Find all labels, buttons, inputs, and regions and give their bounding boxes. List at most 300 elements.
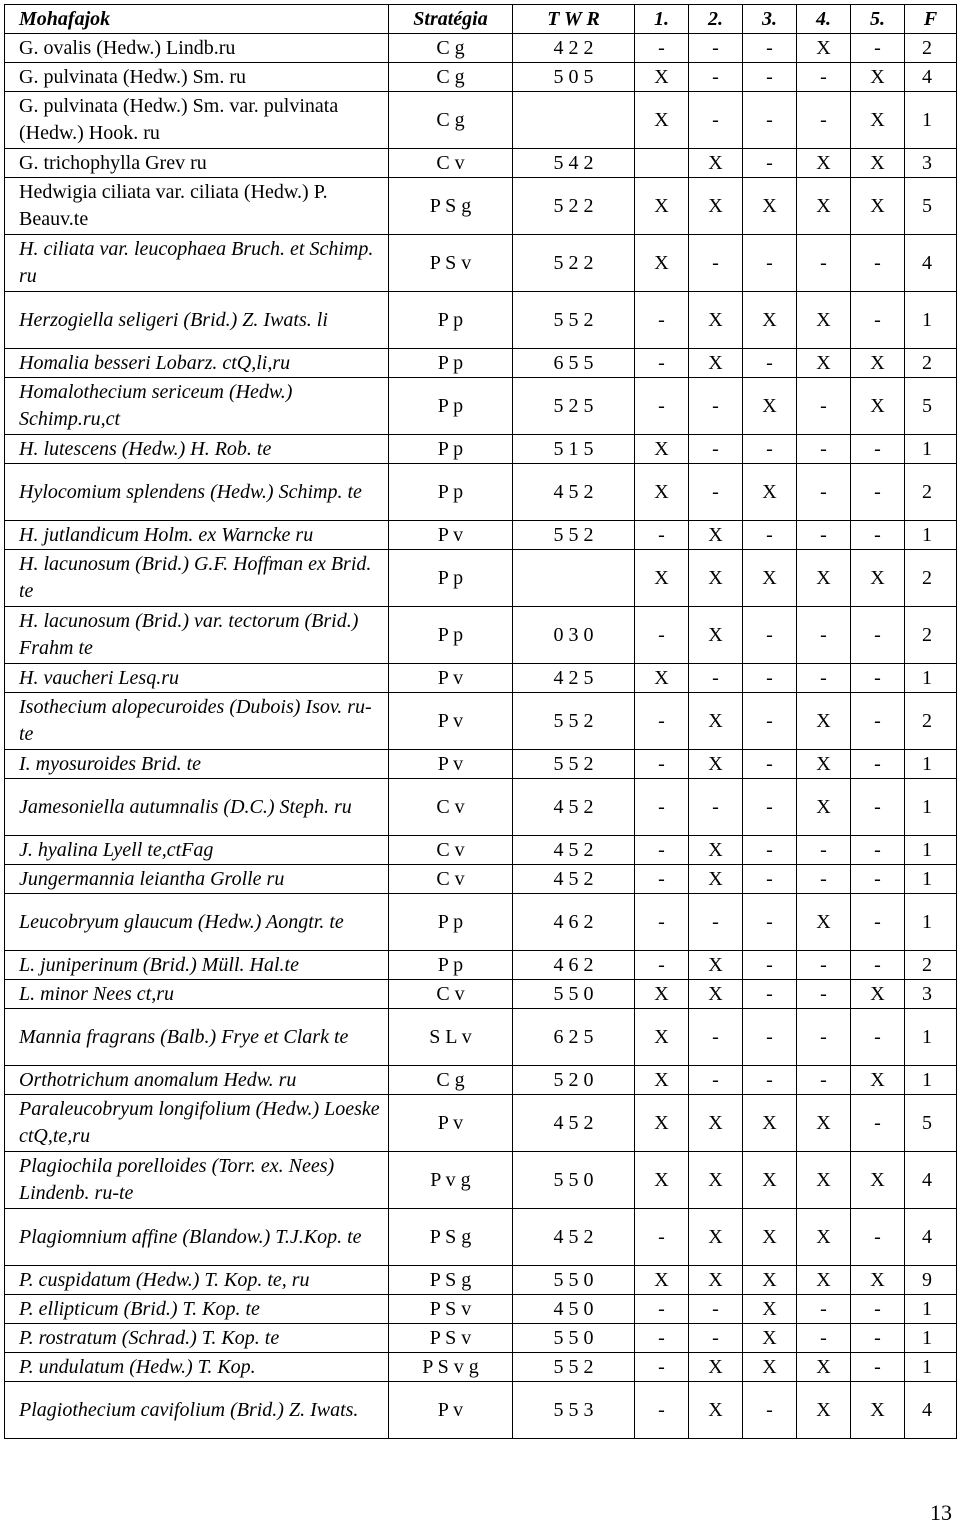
site-3-cell: - bbox=[743, 750, 797, 779]
site-1-cell: - bbox=[635, 1209, 689, 1266]
site-3-cell: - bbox=[743, 779, 797, 836]
site-5-cell: - bbox=[851, 1209, 905, 1266]
site-3-cell: - bbox=[743, 980, 797, 1009]
site-1-cell: X bbox=[635, 664, 689, 693]
strategy-cell: P v bbox=[389, 521, 513, 550]
species-name: G. ovalis (Hedw.) Lindb.ru bbox=[5, 34, 389, 63]
frequency-cell: 2 bbox=[905, 607, 957, 664]
site-4-cell: - bbox=[797, 464, 851, 521]
strategy-cell: P p bbox=[389, 349, 513, 378]
site-5-cell: - bbox=[851, 435, 905, 464]
twr-cell: 5 5 0 bbox=[513, 1152, 635, 1209]
site-3-cell: X bbox=[743, 378, 797, 435]
site-1-cell: - bbox=[635, 1353, 689, 1382]
site-1-cell: - bbox=[635, 521, 689, 550]
site-1-cell: X bbox=[635, 435, 689, 464]
frequency-cell: 3 bbox=[905, 980, 957, 1009]
frequency-cell: 2 bbox=[905, 693, 957, 750]
site-5-cell: X bbox=[851, 1152, 905, 1209]
twr-cell: 5 5 2 bbox=[513, 750, 635, 779]
table-row bbox=[5, 1266, 957, 1295]
table-row bbox=[5, 1353, 957, 1382]
table-row bbox=[5, 1152, 957, 1209]
site-3-cell: - bbox=[743, 693, 797, 750]
site-3-cell: X bbox=[743, 1266, 797, 1295]
table-row bbox=[5, 521, 957, 550]
twr-cell: 4 5 2 bbox=[513, 1095, 635, 1152]
twr-cell: 4 6 2 bbox=[513, 951, 635, 980]
table-row bbox=[5, 378, 957, 435]
site-1-cell bbox=[635, 149, 689, 178]
species-name: Jamesoniella autumnalis (D.C.) Steph. ru bbox=[5, 779, 389, 836]
site-1-cell: X bbox=[635, 1066, 689, 1095]
site-5-cell: X bbox=[851, 92, 905, 149]
site-1-cell: X bbox=[635, 1009, 689, 1066]
site-4-cell: - bbox=[797, 1009, 851, 1066]
site-3-cell: - bbox=[743, 149, 797, 178]
twr-cell: 5 5 2 bbox=[513, 521, 635, 550]
site-2-cell: X bbox=[689, 865, 743, 894]
site-2-cell: - bbox=[689, 34, 743, 63]
species-name: P. rostratum (Schrad.) T. Kop. te bbox=[5, 1324, 389, 1353]
site-1-cell: - bbox=[635, 34, 689, 63]
site-2-cell: X bbox=[689, 550, 743, 607]
site-5-cell: X bbox=[851, 378, 905, 435]
site-5-cell: X bbox=[851, 1066, 905, 1095]
site-1-cell: - bbox=[635, 779, 689, 836]
site-2-cell: - bbox=[689, 1009, 743, 1066]
table-row bbox=[5, 435, 957, 464]
strategy-cell: P v bbox=[389, 1095, 513, 1152]
site-3-cell: - bbox=[743, 349, 797, 378]
strategy-cell: P v bbox=[389, 1382, 513, 1439]
species-name: G. pulvinata (Hedw.) Sm. ru bbox=[5, 63, 389, 92]
site-1-cell: - bbox=[635, 693, 689, 750]
table-row bbox=[5, 1295, 957, 1324]
site-4-cell: X bbox=[797, 750, 851, 779]
site-2-cell: - bbox=[689, 779, 743, 836]
header-site-4: 4. bbox=[797, 5, 851, 34]
site-2-cell: - bbox=[689, 1295, 743, 1324]
site-2-cell: - bbox=[689, 664, 743, 693]
site-5-cell: X bbox=[851, 149, 905, 178]
site-3-cell: X bbox=[743, 1295, 797, 1324]
strategy-cell: C g bbox=[389, 63, 513, 92]
species-name: Mannia fragrans (Balb.) Frye et Clark te bbox=[5, 1009, 389, 1066]
site-2-cell: X bbox=[689, 836, 743, 865]
site-4-cell: X bbox=[797, 550, 851, 607]
site-4-cell: X bbox=[797, 149, 851, 178]
site-3-cell: X bbox=[743, 550, 797, 607]
strategy-cell: P p bbox=[389, 464, 513, 521]
site-4-cell: - bbox=[797, 1324, 851, 1353]
frequency-cell: 2 bbox=[905, 349, 957, 378]
site-2-cell: X bbox=[689, 693, 743, 750]
twr-cell: 5 4 2 bbox=[513, 149, 635, 178]
site-4-cell: - bbox=[797, 235, 851, 292]
header-strategy: Stratégia bbox=[389, 5, 513, 34]
site-5-cell: X bbox=[851, 349, 905, 378]
site-4-cell: X bbox=[797, 34, 851, 63]
site-4-cell: X bbox=[797, 1266, 851, 1295]
twr-cell: 5 2 5 bbox=[513, 378, 635, 435]
site-1-cell: - bbox=[635, 607, 689, 664]
frequency-cell: 4 bbox=[905, 235, 957, 292]
site-1-cell: - bbox=[635, 292, 689, 349]
site-3-cell: - bbox=[743, 894, 797, 951]
strategy-cell: P S v bbox=[389, 235, 513, 292]
species-name: H. lacunosum (Brid.) var. tectorum (Brid.) Frahm te bbox=[5, 607, 389, 664]
page-number: 13 bbox=[930, 1500, 952, 1525]
twr-cell: 5 5 2 bbox=[513, 1353, 635, 1382]
frequency-cell: 4 bbox=[905, 63, 957, 92]
header-site-1: 1. bbox=[635, 5, 689, 34]
table-row bbox=[5, 750, 957, 779]
table-body bbox=[5, 34, 957, 1439]
frequency-cell: 1 bbox=[905, 865, 957, 894]
frequency-cell: 2 bbox=[905, 464, 957, 521]
site-5-cell: - bbox=[851, 693, 905, 750]
species-name: Isothecium alopecuroides (Dubois) Isov. ru-te bbox=[5, 693, 389, 750]
site-5-cell: X bbox=[851, 550, 905, 607]
site-1-cell: - bbox=[635, 865, 689, 894]
strategy-cell: P p bbox=[389, 607, 513, 664]
frequency-cell: 5 bbox=[905, 378, 957, 435]
site-3-cell: - bbox=[743, 435, 797, 464]
site-1-cell: - bbox=[635, 378, 689, 435]
site-3-cell: - bbox=[743, 235, 797, 292]
site-5-cell: - bbox=[851, 1295, 905, 1324]
table-row bbox=[5, 664, 957, 693]
species-name: G. pulvinata (Hedw.) Sm. var. pulvinata (Hedw.) Hook. ru bbox=[5, 92, 389, 149]
twr-cell: 4 6 2 bbox=[513, 894, 635, 951]
frequency-cell: 9 bbox=[905, 1266, 957, 1295]
species-name: H. lutescens (Hedw.) H. Rob. te bbox=[5, 435, 389, 464]
site-3-cell: - bbox=[743, 521, 797, 550]
twr-cell: 5 5 2 bbox=[513, 693, 635, 750]
frequency-cell: 5 bbox=[905, 1095, 957, 1152]
frequency-cell: 1 bbox=[905, 750, 957, 779]
frequency-cell: 4 bbox=[905, 1382, 957, 1439]
frequency-cell: 1 bbox=[905, 521, 957, 550]
site-4-cell: - bbox=[797, 951, 851, 980]
table-row bbox=[5, 349, 957, 378]
site-4-cell: - bbox=[797, 521, 851, 550]
frequency-cell: 2 bbox=[905, 34, 957, 63]
site-2-cell: - bbox=[689, 235, 743, 292]
site-1-cell: X bbox=[635, 235, 689, 292]
header-habitat: Mohafajok bbox=[5, 5, 389, 34]
strategy-cell: C v bbox=[389, 865, 513, 894]
site-3-cell: - bbox=[743, 865, 797, 894]
table-row bbox=[5, 951, 957, 980]
site-5-cell: - bbox=[851, 521, 905, 550]
site-4-cell: X bbox=[797, 894, 851, 951]
strategy-cell: P S g bbox=[389, 178, 513, 235]
site-2-cell: X bbox=[689, 607, 743, 664]
twr-cell: 5 5 0 bbox=[513, 1324, 635, 1353]
site-2-cell: X bbox=[689, 349, 743, 378]
site-1-cell: - bbox=[635, 1295, 689, 1324]
frequency-cell: 2 bbox=[905, 951, 957, 980]
strategy-cell: P p bbox=[389, 435, 513, 464]
twr-cell: 5 5 0 bbox=[513, 980, 635, 1009]
table-row bbox=[5, 92, 957, 149]
twr-cell: 6 5 5 bbox=[513, 349, 635, 378]
site-5-cell: - bbox=[851, 1095, 905, 1152]
header-site-3: 3. bbox=[743, 5, 797, 34]
species-name: Leucobryum glaucum (Hedw.) Aongtr. te bbox=[5, 894, 389, 951]
site-2-cell: X bbox=[689, 1095, 743, 1152]
site-3-cell: X bbox=[743, 1353, 797, 1382]
site-4-cell: - bbox=[797, 92, 851, 149]
site-5-cell: - bbox=[851, 34, 905, 63]
site-1-cell: - bbox=[635, 1324, 689, 1353]
site-4-cell: - bbox=[797, 980, 851, 1009]
table-row bbox=[5, 607, 957, 664]
frequency-cell: 1 bbox=[905, 664, 957, 693]
species-name: Plagiochila porelloides (Torr. ex. Nees) Lindenb. ru-te bbox=[5, 1152, 389, 1209]
site-5-cell: - bbox=[851, 865, 905, 894]
site-4-cell: - bbox=[797, 1295, 851, 1324]
site-2-cell: - bbox=[689, 92, 743, 149]
strategy-cell: C v bbox=[389, 149, 513, 178]
strategy-cell: C v bbox=[389, 980, 513, 1009]
strategy-cell: P S v g bbox=[389, 1353, 513, 1382]
site-4-cell: X bbox=[797, 349, 851, 378]
site-2-cell: - bbox=[689, 435, 743, 464]
twr-cell: 4 5 0 bbox=[513, 1295, 635, 1324]
species-name: H. lacunosum (Brid.) G.F. Hoffman ex Brid. te bbox=[5, 550, 389, 607]
strategy-cell: P p bbox=[389, 951, 513, 980]
site-3-cell: X bbox=[743, 292, 797, 349]
site-4-cell: - bbox=[797, 63, 851, 92]
strategy-cell: C g bbox=[389, 1066, 513, 1095]
twr-cell: 4 2 2 bbox=[513, 34, 635, 63]
twr-cell: 4 5 2 bbox=[513, 836, 635, 865]
frequency-cell: 1 bbox=[905, 292, 957, 349]
twr-cell: 0 3 0 bbox=[513, 607, 635, 664]
species-name: Orthotrichum anomalum Hedw. ru bbox=[5, 1066, 389, 1095]
strategy-cell: P v bbox=[389, 693, 513, 750]
site-2-cell: X bbox=[689, 951, 743, 980]
table-row bbox=[5, 693, 957, 750]
site-2-cell: X bbox=[689, 1266, 743, 1295]
site-3-cell: - bbox=[743, 951, 797, 980]
site-1-cell: - bbox=[635, 1382, 689, 1439]
header-site-2: 2. bbox=[689, 5, 743, 34]
species-name: L. minor Nees ct,ru bbox=[5, 980, 389, 1009]
site-5-cell: - bbox=[851, 664, 905, 693]
site-1-cell: X bbox=[635, 92, 689, 149]
species-name: P. cuspidatum (Hedw.) T. Kop. te, ru bbox=[5, 1266, 389, 1295]
site-2-cell: X bbox=[689, 1209, 743, 1266]
site-4-cell: - bbox=[797, 1066, 851, 1095]
site-1-cell: X bbox=[635, 980, 689, 1009]
site-5-cell: - bbox=[851, 1009, 905, 1066]
strategy-cell: C v bbox=[389, 779, 513, 836]
frequency-cell: 2 bbox=[905, 550, 957, 607]
site-1-cell: X bbox=[635, 1266, 689, 1295]
frequency-cell: 3 bbox=[905, 149, 957, 178]
table-row bbox=[5, 550, 957, 607]
site-4-cell: X bbox=[797, 779, 851, 836]
strategy-cell: P v g bbox=[389, 1152, 513, 1209]
frequency-cell: 1 bbox=[905, 1066, 957, 1095]
species-name: Plagiomnium affine (Blandow.) T.J.Kop. te bbox=[5, 1209, 389, 1266]
site-2-cell: - bbox=[689, 894, 743, 951]
site-1-cell: - bbox=[635, 894, 689, 951]
site-5-cell: - bbox=[851, 1353, 905, 1382]
species-table bbox=[4, 4, 957, 1439]
table-row bbox=[5, 865, 957, 894]
header-site-5: 5. bbox=[851, 5, 905, 34]
site-4-cell: X bbox=[797, 693, 851, 750]
strategy-cell: P p bbox=[389, 378, 513, 435]
table-row bbox=[5, 1209, 957, 1266]
frequency-cell: 4 bbox=[905, 1152, 957, 1209]
site-2-cell: - bbox=[689, 464, 743, 521]
site-1-cell: - bbox=[635, 750, 689, 779]
site-5-cell: X bbox=[851, 1382, 905, 1439]
site-4-cell: - bbox=[797, 607, 851, 664]
site-3-cell: X bbox=[743, 1209, 797, 1266]
site-5-cell: - bbox=[851, 894, 905, 951]
table-row bbox=[5, 464, 957, 521]
site-5-cell: - bbox=[851, 1324, 905, 1353]
site-1-cell: - bbox=[635, 951, 689, 980]
strategy-cell: C v bbox=[389, 836, 513, 865]
strategy-cell: C g bbox=[389, 34, 513, 63]
twr-cell: 4 5 2 bbox=[513, 779, 635, 836]
species-name: L. juniperinum (Brid.) Müll. Hal.te bbox=[5, 951, 389, 980]
strategy-cell: P S g bbox=[389, 1266, 513, 1295]
site-3-cell: X bbox=[743, 1152, 797, 1209]
twr-cell: 5 2 2 bbox=[513, 235, 635, 292]
site-3-cell: - bbox=[743, 92, 797, 149]
site-3-cell: - bbox=[743, 836, 797, 865]
species-name: P. undulatum (Hedw.) T. Kop. bbox=[5, 1353, 389, 1382]
site-5-cell: - bbox=[851, 292, 905, 349]
frequency-cell: 1 bbox=[905, 1295, 957, 1324]
table-row bbox=[5, 894, 957, 951]
table-row bbox=[5, 1382, 957, 1439]
site-2-cell: X bbox=[689, 1152, 743, 1209]
site-4-cell: X bbox=[797, 1353, 851, 1382]
site-3-cell: X bbox=[743, 464, 797, 521]
table-row bbox=[5, 1095, 957, 1152]
twr-cell bbox=[513, 550, 635, 607]
site-5-cell: - bbox=[851, 464, 905, 521]
twr-cell: 4 2 5 bbox=[513, 664, 635, 693]
site-2-cell: X bbox=[689, 1382, 743, 1439]
twr-cell: 4 5 2 bbox=[513, 865, 635, 894]
species-name: I. myosuroides Brid. te bbox=[5, 750, 389, 779]
site-2-cell: X bbox=[689, 149, 743, 178]
frequency-cell: 1 bbox=[905, 92, 957, 149]
frequency-cell: 1 bbox=[905, 1009, 957, 1066]
site-2-cell: X bbox=[689, 750, 743, 779]
species-name: Plagiothecium cavifolium (Brid.) Z. Iwats. bbox=[5, 1382, 389, 1439]
table-header-row bbox=[5, 5, 957, 34]
strategy-cell: P p bbox=[389, 550, 513, 607]
species-name: Jungermannia leiantha Grolle ru bbox=[5, 865, 389, 894]
twr-cell: 5 2 2 bbox=[513, 178, 635, 235]
header-frequency: F bbox=[905, 5, 957, 34]
site-4-cell: X bbox=[797, 292, 851, 349]
site-4-cell: - bbox=[797, 836, 851, 865]
frequency-cell: 1 bbox=[905, 836, 957, 865]
site-5-cell: - bbox=[851, 235, 905, 292]
site-2-cell: X bbox=[689, 292, 743, 349]
strategy-cell: P v bbox=[389, 750, 513, 779]
table-row bbox=[5, 980, 957, 1009]
site-3-cell: - bbox=[743, 664, 797, 693]
site-1-cell: X bbox=[635, 464, 689, 521]
frequency-cell: 1 bbox=[905, 779, 957, 836]
site-1-cell: - bbox=[635, 836, 689, 865]
species-name: H. jutlandicum Holm. ex Warncke ru bbox=[5, 521, 389, 550]
site-3-cell: - bbox=[743, 1009, 797, 1066]
table-row bbox=[5, 1066, 957, 1095]
twr-cell: 5 5 0 bbox=[513, 1266, 635, 1295]
site-5-cell: X bbox=[851, 63, 905, 92]
site-4-cell: X bbox=[797, 1152, 851, 1209]
frequency-cell: 5 bbox=[905, 178, 957, 235]
species-name: H. vaucheri Lesq.ru bbox=[5, 664, 389, 693]
frequency-cell: 4 bbox=[905, 1209, 957, 1266]
table-row bbox=[5, 1324, 957, 1353]
strategy-cell: P S v bbox=[389, 1324, 513, 1353]
site-3-cell: - bbox=[743, 1066, 797, 1095]
site-1-cell: X bbox=[635, 63, 689, 92]
table-row bbox=[5, 1009, 957, 1066]
site-2-cell: - bbox=[689, 1066, 743, 1095]
table-row bbox=[5, 292, 957, 349]
species-name: J. hyalina Lyell te,ctFag bbox=[5, 836, 389, 865]
site-2-cell: - bbox=[689, 378, 743, 435]
site-5-cell: X bbox=[851, 178, 905, 235]
site-3-cell: - bbox=[743, 34, 797, 63]
site-5-cell: - bbox=[851, 607, 905, 664]
table-row bbox=[5, 149, 957, 178]
strategy-cell: P v bbox=[389, 664, 513, 693]
site-4-cell: - bbox=[797, 378, 851, 435]
site-2-cell: - bbox=[689, 63, 743, 92]
site-5-cell: - bbox=[851, 750, 905, 779]
table-row bbox=[5, 63, 957, 92]
site-4-cell: - bbox=[797, 435, 851, 464]
site-4-cell: - bbox=[797, 664, 851, 693]
site-3-cell: - bbox=[743, 1382, 797, 1439]
site-3-cell: X bbox=[743, 1095, 797, 1152]
site-3-cell: - bbox=[743, 63, 797, 92]
species-name: Homalothecium sericeum (Hedw.) Schimp.ru,ct bbox=[5, 378, 389, 435]
table-row bbox=[5, 235, 957, 292]
strategy-cell: S L v bbox=[389, 1009, 513, 1066]
twr-cell: 5 5 2 bbox=[513, 292, 635, 349]
site-2-cell: - bbox=[689, 1324, 743, 1353]
site-5-cell: - bbox=[851, 836, 905, 865]
strategy-cell: P S g bbox=[389, 1209, 513, 1266]
twr-cell bbox=[513, 92, 635, 149]
frequency-cell: 1 bbox=[905, 1324, 957, 1353]
frequency-cell: 1 bbox=[905, 1353, 957, 1382]
site-1-cell: - bbox=[635, 349, 689, 378]
species-name: Paraleucobryum longifolium (Hedw.) Loeske ctQ,te,ru bbox=[5, 1095, 389, 1152]
site-5-cell: X bbox=[851, 1266, 905, 1295]
site-4-cell: X bbox=[797, 1209, 851, 1266]
